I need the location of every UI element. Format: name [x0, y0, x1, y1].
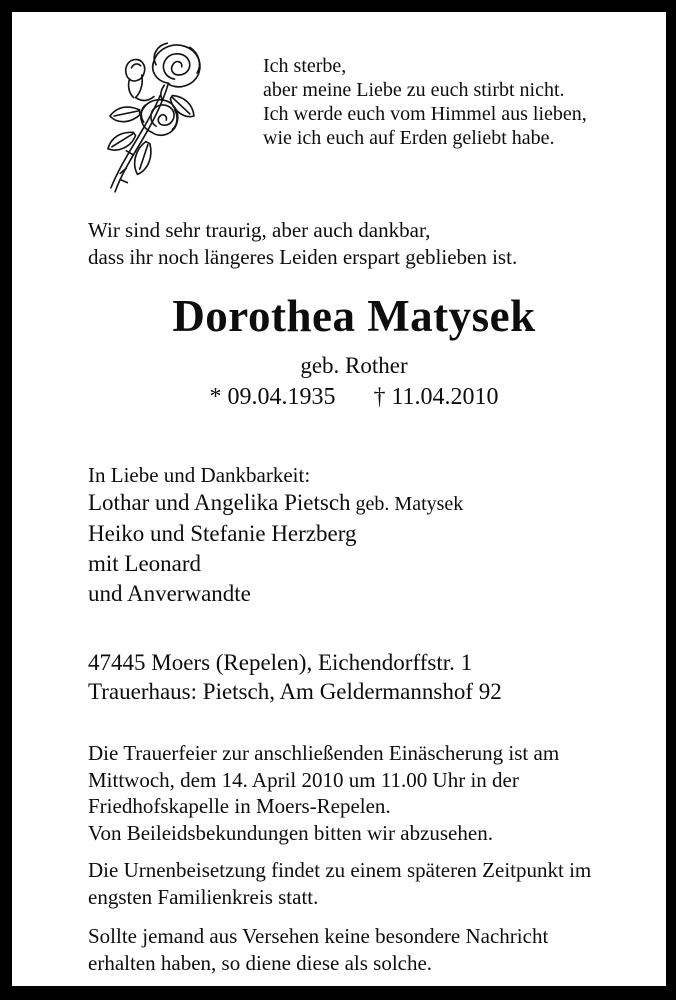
mourner-name: Lothar und Angelika Pietsch	[88, 490, 351, 515]
mourner-maiden-name: geb. Matysek	[350, 493, 464, 515]
death-date: † 11.04.2010	[373, 384, 499, 410]
address-block	[88, 648, 502, 706]
intro-line: Wir sind sehr traurig, aber auch dankbar,	[88, 218, 431, 242]
funeral-line: Friedhofskapelle in Moers-Repelen.	[88, 794, 391, 818]
mourners-heading: In Liebe und Dankbarkeit:	[88, 463, 311, 487]
funeral-line: Von Beileidsbekundungen bitten wir abzusehen.	[88, 820, 493, 845]
funeral-line: Mittwoch, dem 14. April 2010 um 11.00 Uhr in der	[88, 767, 519, 792]
burial-line: Die Urnenbeisetzung findet zu einem späteren Zeitpunkt im	[88, 858, 592, 882]
intro-text	[88, 217, 517, 271]
mourner-line: mit Leonard	[88, 551, 202, 576]
maiden-name: geb. Rother	[300, 353, 408, 378]
opening-poem	[263, 54, 587, 150]
closing-line: Sollte jemand aus Versehen keine besondere Nachricht	[88, 924, 549, 948]
address-line: 47445 Moers (Repelen), Eichendorffstr. 1	[88, 650, 473, 675]
deceased-name: Dorothea Matysek	[172, 291, 536, 341]
poem-line: aber meine Liebe zu euch stirbt nicht.	[263, 79, 565, 101]
rose-illustration	[92, 34, 216, 198]
mourner-line: und Anverwandte	[88, 581, 251, 606]
poem-line: wie ich euch auf Erden geliebt habe.	[263, 127, 555, 149]
intro-line: dass ihr noch längeres Leiden erspart geblieben ist.	[88, 245, 518, 269]
burial-info	[88, 857, 591, 910]
funeral-info	[88, 740, 559, 846]
burial-line: engsten Familienkreis statt.	[88, 884, 319, 909]
closing-line: erhalten haben, so diene diese als solche.	[88, 950, 433, 975]
mourner-line: Heiko und Stefanie Herzberg	[88, 521, 357, 546]
mourner-line	[88, 488, 463, 519]
address-line: Trauerhaus: Pietsch, Am Geldermannshof 92	[88, 679, 502, 704]
rose-icon	[92, 34, 216, 198]
birth-date: * 09.04.1935	[209, 384, 336, 410]
poem-line: Ich werde euch vom Himmel aus lieben,	[263, 103, 587, 125]
life-dates	[54, 384, 654, 411]
mourners-block	[88, 463, 463, 609]
poem-line: Ich sterbe,	[263, 55, 347, 77]
closing-note	[88, 923, 548, 976]
funeral-line: Die Trauerfeier zur anschließenden Einäscherung ist am	[88, 741, 560, 765]
